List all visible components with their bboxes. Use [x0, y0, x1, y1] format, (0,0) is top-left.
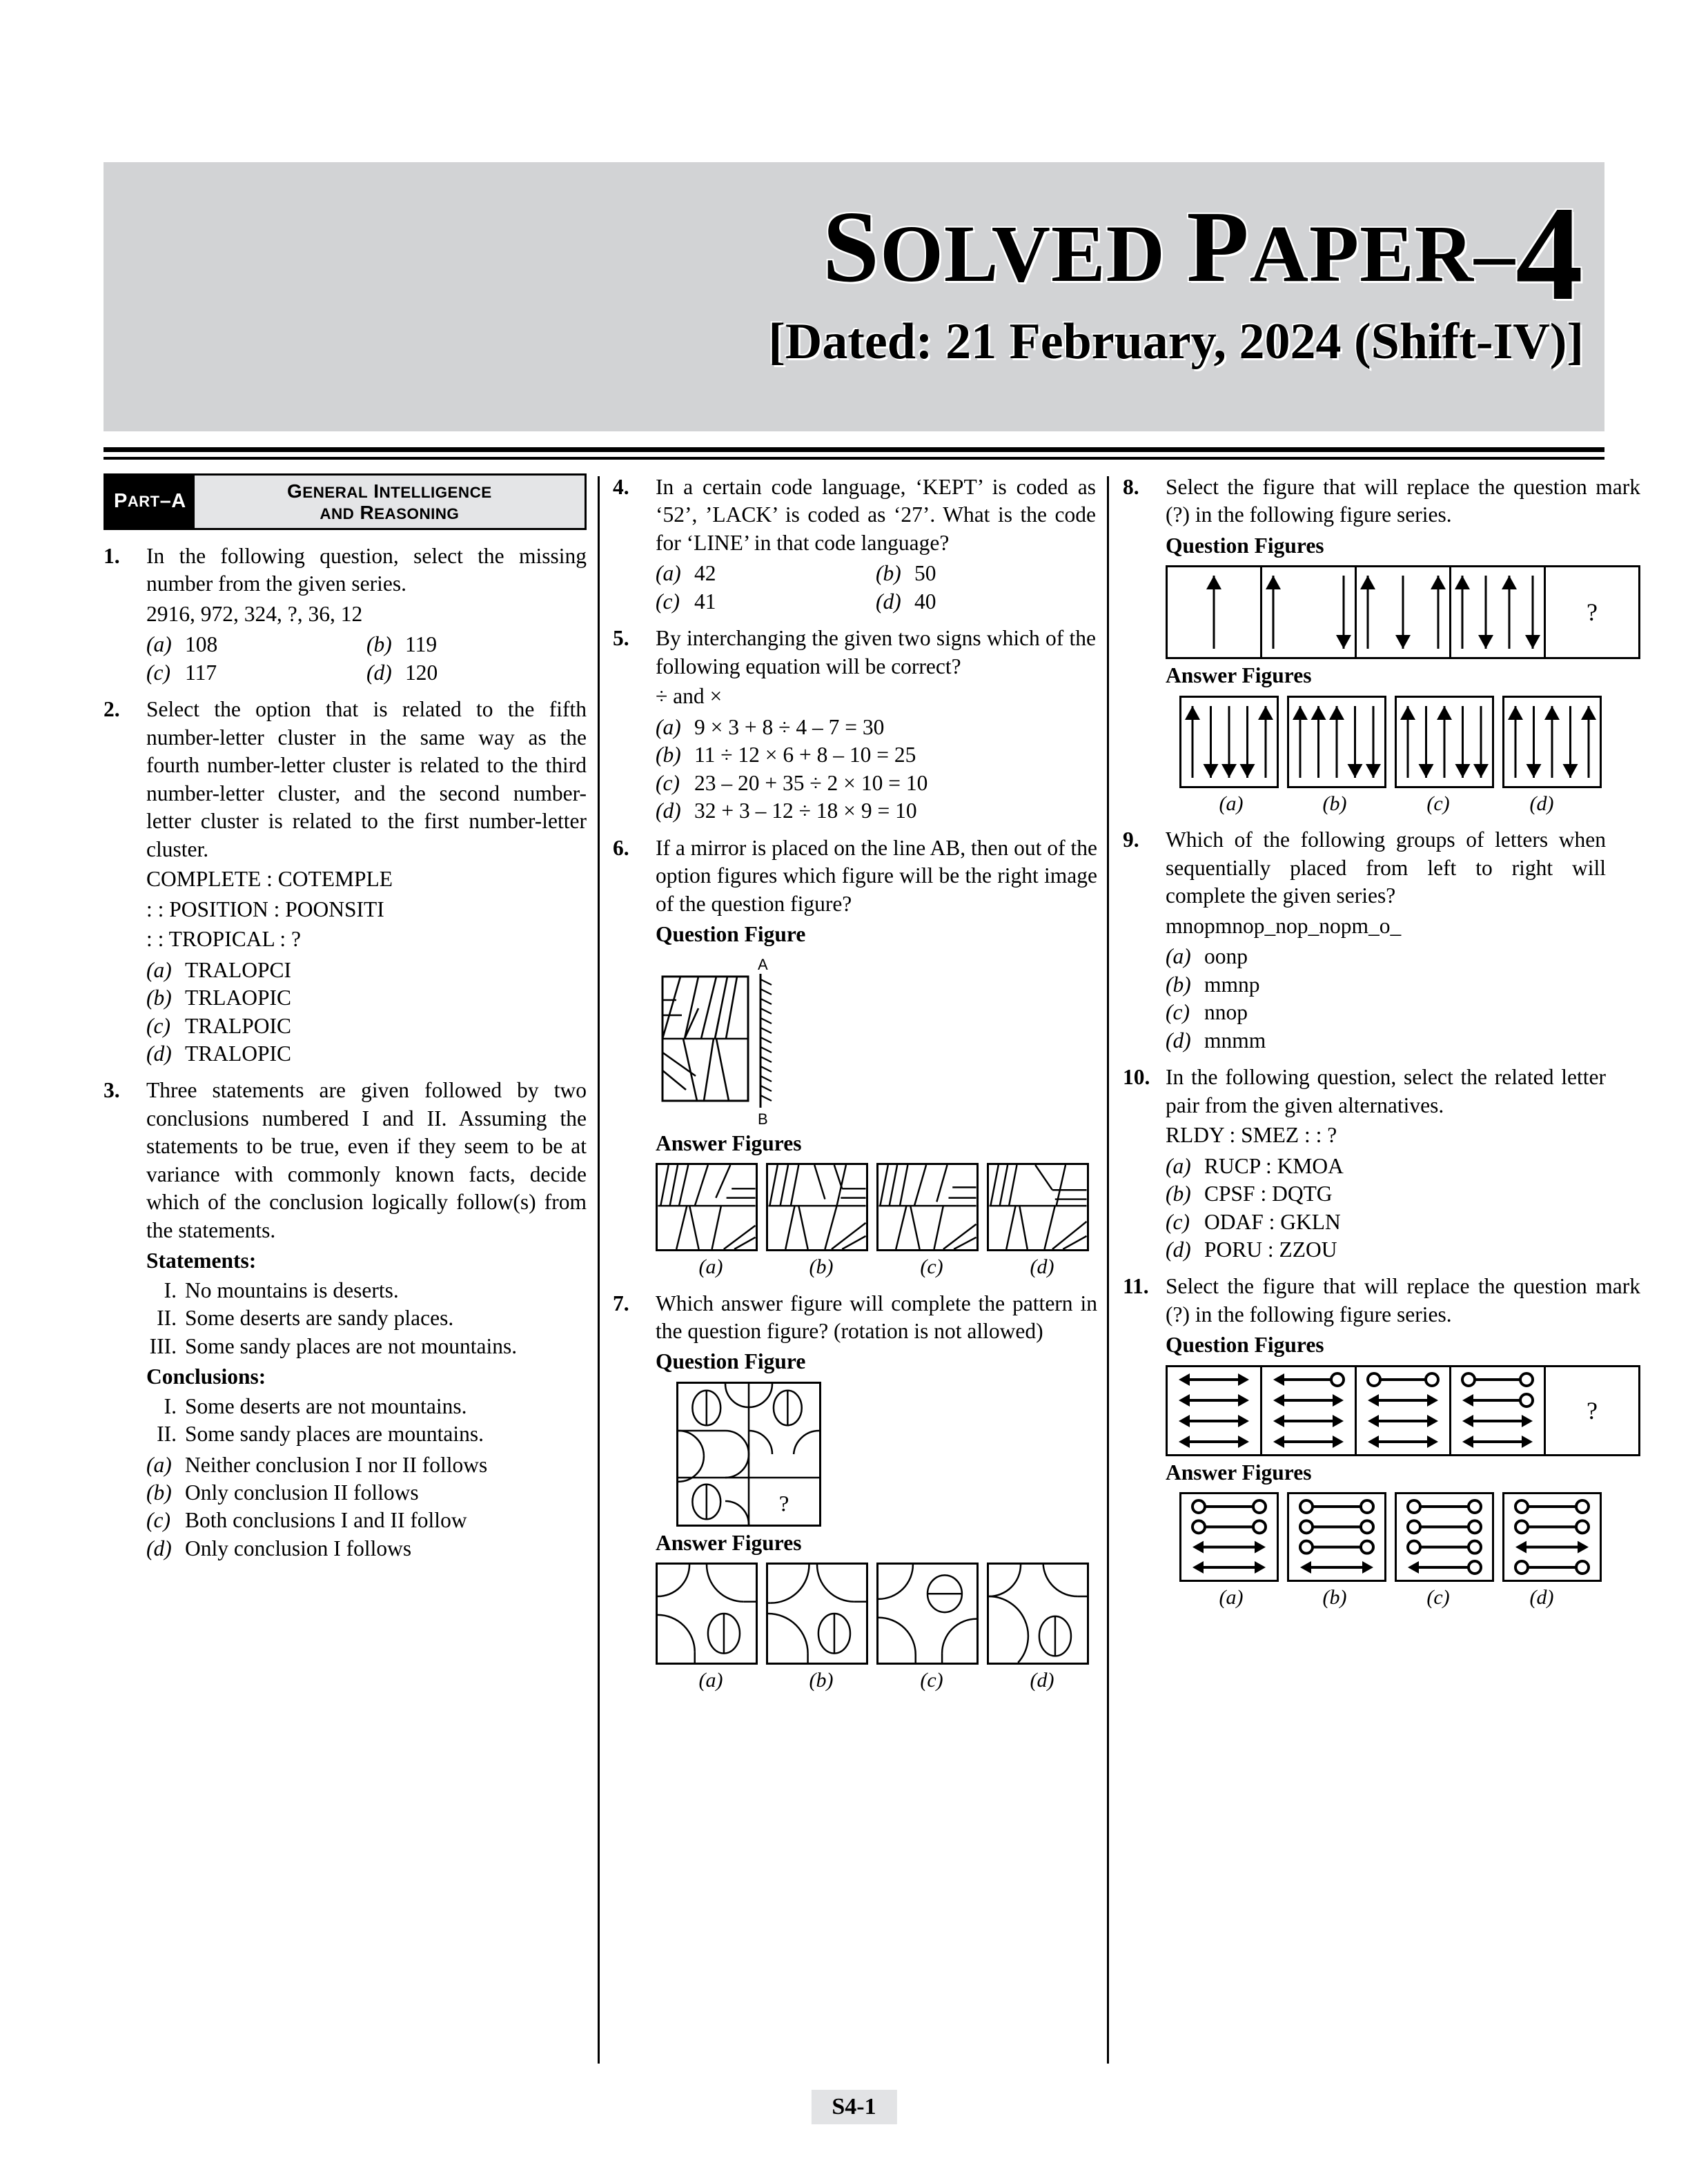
arrow-up — [1437, 706, 1452, 778]
q8-series-cell-1 — [1168, 567, 1262, 657]
q11-series-cell-1 — [1168, 1367, 1262, 1454]
arrow-down — [1525, 576, 1540, 649]
option-b[interactable]: (b) Only conclusion II follows — [146, 1480, 419, 1505]
connector-circle-circle — [1300, 1541, 1373, 1554]
q11-series-cell-5 — [1546, 1367, 1638, 1454]
q6-answer-b[interactable] — [766, 1163, 868, 1251]
arrow-up — [1293, 706, 1308, 778]
option-a[interactable]: (a) 9 × 3 + 8 ÷ 4 – 7 = 30 — [656, 714, 885, 739]
q11-series-cell-3 — [1357, 1367, 1451, 1454]
question-text: In the following question, select the missing number from the given series. — [146, 544, 587, 596]
arrow-up — [1185, 706, 1200, 778]
analogy-line-3: : : TROPICAL : ? — [146, 927, 302, 952]
column-2 — [613, 473, 1096, 1694]
q8-answer-labels: (a) (b) (c) (d) — [1219, 792, 1554, 815]
connector-both — [1179, 1436, 1249, 1448]
q7-question-mark: ? — [778, 1491, 789, 1517]
arrow-down — [1419, 706, 1434, 778]
conclusion-item: I. Some deserts are not mountains. — [164, 1393, 467, 1418]
connector-both — [1462, 1436, 1533, 1448]
header-banner — [104, 162, 1604, 431]
letter-series: mnopmnop_nop_nopm_o_ — [1166, 913, 1402, 938]
page-footer: S4-1 — [811, 2090, 896, 2124]
q11-series-figure-5[interactable] — [1546, 1367, 1638, 1454]
connector-both — [1368, 1436, 1438, 1448]
q8-series-figure-1[interactable] — [1168, 567, 1260, 657]
arrow-up — [1206, 576, 1221, 649]
arrow-down — [1473, 706, 1489, 778]
option-d[interactable]: (d) mnmm — [1166, 1028, 1266, 1052]
q11-answer-figure-b[interactable] — [1289, 1494, 1384, 1580]
options-list — [1166, 1153, 1606, 1264]
q11-answer-figure-a[interactable] — [1181, 1494, 1277, 1580]
q8-series-cell-3 — [1357, 567, 1451, 657]
question-number: 2. — [104, 697, 120, 722]
q8-series-figure-3[interactable] — [1357, 567, 1449, 657]
q7-answer-d[interactable] — [987, 1563, 1089, 1665]
question-6 — [613, 834, 1096, 1281]
question-number: 11. — [1123, 1274, 1149, 1299]
q11-answer-b[interactable] — [1287, 1492, 1386, 1582]
question-text: In the following question, select the related letter pair from the given alternatives. — [1166, 1065, 1606, 1117]
question-number: 6. — [613, 835, 629, 860]
q11-answer-labels: (a) (b) (c) (d) — [1219, 1586, 1554, 1609]
mirror-label-b: B — [758, 1110, 768, 1127]
options-list — [1166, 943, 1606, 1055]
q8-answer-d[interactable] — [1502, 696, 1602, 788]
q8-answer-figures — [1179, 696, 1640, 788]
connector-both — [1179, 1373, 1249, 1386]
q8-series-cell-5 — [1546, 567, 1638, 657]
conclusions-list — [146, 1393, 587, 1449]
arrow-down — [1366, 706, 1381, 778]
option-d[interactable]: (d) 32 + 3 – 12 ÷ 18 × 9 = 10 — [656, 799, 917, 823]
option-b[interactable]: (b) CPSF : DQTG — [1166, 1182, 1333, 1206]
q8-answer-a[interactable] — [1179, 696, 1279, 788]
arrow-down — [1348, 706, 1363, 778]
q11-answer-d[interactable] — [1502, 1492, 1602, 1582]
page-title: SOLVED PAPER–4 — [822, 179, 1584, 329]
q8-question-series — [1166, 565, 1640, 659]
q8-answer-figure-a[interactable] — [1181, 698, 1277, 786]
part-header — [104, 473, 587, 530]
options-list — [656, 714, 1096, 825]
connector-both — [1515, 1541, 1589, 1554]
signs-line: ÷ and × — [656, 684, 723, 709]
q8-series-figure-2[interactable] — [1262, 567, 1355, 657]
answer-figures-heading: Answer Figures — [1166, 1460, 1312, 1485]
question-2 — [104, 696, 587, 1068]
arrow-down — [1455, 706, 1471, 778]
question-11 — [1123, 1273, 1640, 1611]
option-c[interactable]: (c) 117 — [146, 660, 217, 685]
question-4 — [613, 473, 1096, 616]
question-1 — [104, 542, 587, 687]
q8-series-figure-4[interactable] — [1451, 567, 1544, 657]
q11-answer-figures — [1179, 1492, 1640, 1582]
question-figure-heading: Question Figure — [656, 922, 806, 947]
arrow-up — [1508, 706, 1523, 778]
question-5 — [613, 625, 1096, 825]
q11-answer-figure-d[interactable] — [1504, 1494, 1600, 1580]
question-text: If a mirror is placed on the line AB, then out of the option figures which figure will be the right image of the question figure? — [656, 835, 1097, 916]
question-number: 5. — [613, 626, 629, 651]
connector-both — [1368, 1415, 1438, 1427]
options-grid — [146, 631, 587, 687]
q6-answer-a[interactable] — [656, 1163, 758, 1251]
question-text: Which answer figure will complete the pattern in the question figure? (rotation is not allowed) — [656, 1291, 1097, 1343]
options-grid — [656, 560, 1096, 616]
arrow-up — [1455, 576, 1470, 649]
arrow-down — [1478, 576, 1493, 649]
part-tag: P ART –A — [106, 476, 195, 528]
option-a[interactable]: (a) TRALOPCI — [146, 957, 292, 982]
q11-series-cell-2 — [1262, 1367, 1357, 1454]
arrow-up — [1266, 576, 1281, 649]
q11-series-figure-1[interactable] — [1168, 1367, 1260, 1454]
statements-heading: Statements: — [146, 1248, 257, 1273]
q8-answer-figure-d[interactable] — [1504, 698, 1600, 786]
arrow-up — [1311, 706, 1326, 778]
question-3 — [104, 1077, 587, 1563]
option-b[interactable]: (b) 119 — [366, 632, 438, 657]
arrow-up — [1544, 706, 1560, 778]
connector-circle-circle — [1408, 1521, 1481, 1534]
question-text: Three statements are given followed by two conclusions numbered I and II. Assuming the statements to be true, even if they seem to be at variance with commonly known facts, decide which of the conclusion logically follow(s) from the statements. — [146, 1078, 587, 1242]
q6-question-figure — [656, 954, 1097, 1127]
statements-list — [146, 1277, 587, 1360]
column-divider-1 — [598, 476, 600, 2064]
arrow-down — [1527, 706, 1542, 778]
question-text: Which of the following groups of letters when sequentially placed from left to right will complete the given series? — [1166, 828, 1606, 908]
question-number: 8. — [1123, 475, 1139, 499]
connector-circle-circle — [1192, 1521, 1266, 1534]
option-d[interactable]: (d) Only conclusion I follows — [146, 1536, 412, 1560]
connector-both — [1192, 1541, 1266, 1554]
question-mark: ? — [1587, 1396, 1598, 1424]
option-b[interactable]: (b) 11 ÷ 12 × 6 + 8 – 10 = 25 — [656, 743, 916, 767]
arrow-down — [1395, 576, 1411, 649]
connector-both — [1273, 1394, 1344, 1407]
question-number: 10. — [1123, 1065, 1150, 1090]
question-figure-heading: Question Figure — [656, 1349, 806, 1374]
option-c[interactable]: (c) ODAF : GKLN — [1166, 1209, 1341, 1234]
connector-circle-circle — [1192, 1500, 1266, 1513]
analogy-line-1: COMPLETE : COTEMPLE — [146, 867, 393, 892]
question-mark: ? — [1587, 598, 1598, 627]
connector-both — [1192, 1561, 1266, 1574]
page-subtitle: [Dated: 21 February, 2024 (Shift-IV)] — [768, 313, 1584, 370]
q8-answer-c[interactable] — [1395, 696, 1494, 788]
statement-item: II. Some deserts are sandy places. — [157, 1306, 454, 1331]
column-1 — [104, 473, 587, 1563]
option-a[interactable]: (a) oonp — [1166, 944, 1248, 969]
q6-answer-d[interactable] — [987, 1163, 1089, 1251]
q7-question-figure — [656, 1382, 1097, 1527]
arrow-down — [1336, 576, 1351, 649]
connector-left-circle — [1462, 1394, 1533, 1407]
column-divider-2 — [1107, 476, 1109, 2064]
statement-item: I. No mountains is deserts. — [164, 1277, 399, 1302]
connector-circle-circle — [1515, 1521, 1589, 1534]
connector-left-circle — [1408, 1561, 1481, 1574]
arrow-down — [1221, 706, 1237, 778]
arrow-up — [1360, 576, 1375, 649]
connector-both — [1462, 1415, 1533, 1427]
question-8 — [1123, 473, 1640, 817]
arrow-up — [1258, 706, 1273, 778]
arrow-up — [1329, 706, 1344, 778]
option-a[interactable]: (a) 42 — [656, 561, 716, 586]
answer-figures-heading: Answer Figures — [1166, 663, 1312, 688]
q11-answer-figure-c[interactable] — [1397, 1494, 1492, 1580]
option-c[interactable]: (c) 41 — [656, 589, 716, 614]
q11-series-cell-4 — [1451, 1367, 1546, 1454]
q8-series-cell-2 — [1262, 567, 1357, 657]
header-rule-top — [104, 447, 1604, 452]
question-text: By interchanging the given two signs which of the following equation will be correct? — [656, 626, 1096, 678]
q6-answer-c[interactable] — [876, 1163, 979, 1251]
q11-series-figure-2[interactable] — [1262, 1367, 1355, 1454]
question-10 — [1123, 1064, 1606, 1264]
connector-circle-circle — [1515, 1561, 1589, 1574]
arrow-up — [1400, 706, 1415, 778]
q7-answer-labels: (a) (b) (c) (d) — [698, 1669, 1054, 1692]
q6-answer-labels: (a) (b) (c) (d) — [698, 1255, 1054, 1278]
question-7 — [613, 1290, 1096, 1694]
q11-answer-a[interactable] — [1179, 1492, 1279, 1582]
answer-figures-heading: Answer Figures — [656, 1130, 802, 1155]
connector-both — [1300, 1561, 1373, 1574]
letter-pair: RLDY : SMEZ : : ? — [1166, 1123, 1337, 1148]
q11-series-figure-4[interactable] — [1451, 1367, 1544, 1454]
header-rule-bottom — [104, 457, 1604, 460]
question-9 — [1123, 826, 1606, 1055]
question-figures-heading: Question Figures — [1166, 1333, 1324, 1358]
options-list — [146, 957, 587, 1068]
conclusion-item: II. Some sandy places are mountains. — [157, 1422, 484, 1447]
arrow-down — [1204, 706, 1219, 778]
option-a[interactable]: (a) RUCP : KMOA — [1166, 1153, 1344, 1178]
question-text: Select the figure that will replace the question mark (?) in the following figure series. — [1166, 1274, 1640, 1326]
q7-answer-a[interactable] — [656, 1563, 758, 1665]
question-text: In a certain code language, ‘KEPT’ is coded as ‘52’, ’LACK’ is coded as ‘27’. What is the code for ‘LINE’ in that code language? — [656, 475, 1096, 555]
analogy-line-2: : : POSITION : POONSITI — [146, 897, 384, 921]
connector-circle-circle — [1408, 1500, 1481, 1513]
conclusions-heading: Conclusions: — [146, 1364, 266, 1389]
q11-answer-c[interactable] — [1395, 1492, 1494, 1582]
q6-answer-figures — [656, 1163, 1097, 1251]
connector-both — [1179, 1394, 1249, 1407]
question-figures-heading: Question Figures — [1166, 533, 1324, 558]
question-number: 1. — [104, 544, 120, 568]
q7-answer-b[interactable] — [766, 1563, 868, 1665]
question-number: 4. — [613, 475, 629, 499]
option-c[interactable]: (c) nnop — [1166, 1000, 1248, 1025]
connector-circle-circle — [1300, 1521, 1373, 1534]
connector-both — [1179, 1415, 1249, 1427]
statement-item: III. Some sandy places are not mountains. — [149, 1333, 518, 1358]
answer-figures-heading: Answer Figures — [656, 1530, 802, 1555]
option-b[interactable]: (b) 50 — [876, 561, 936, 586]
q8-answer-figure-c[interactable] — [1397, 698, 1492, 786]
q8-series-cell-4 — [1451, 567, 1546, 657]
question-number: 9. — [1123, 828, 1139, 852]
q8-answer-figure-b[interactable] — [1289, 698, 1384, 786]
connector-circle-circle — [1462, 1373, 1533, 1386]
arrow-up — [1581, 706, 1596, 778]
option-d[interactable]: (d) 120 — [366, 660, 438, 685]
option-a[interactable]: (a) 108 — [146, 632, 218, 657]
options-list — [146, 1451, 587, 1563]
connector-both — [1368, 1394, 1438, 1407]
arrow-up — [1502, 576, 1517, 649]
option-c[interactable]: (c) 23 – 20 + 35 ÷ 2 × 10 = 10 — [656, 770, 928, 795]
option-a[interactable]: (a) Neither conclusion I nor II follows — [146, 1452, 488, 1477]
connector-circle-circle — [1408, 1541, 1481, 1554]
option-c[interactable]: (c) Both conclusions I and II follow — [146, 1508, 467, 1533]
option-b[interactable]: (b) TRLAOPIC — [146, 986, 292, 1010]
connector-left-circle — [1273, 1373, 1344, 1386]
q11-question-series — [1166, 1365, 1640, 1456]
arrow-down — [1563, 706, 1578, 778]
connector-circle-circle — [1368, 1373, 1438, 1386]
question-number: 3. — [104, 1078, 120, 1103]
q8-series-figure-5[interactable] — [1546, 567, 1638, 657]
option-c[interactable]: (c) TRALPOIC — [146, 1013, 292, 1038]
arrow-up — [1431, 576, 1446, 649]
connector-both — [1273, 1415, 1344, 1427]
mirror-label-a: A — [758, 955, 768, 973]
q11-series-figure-3[interactable] — [1357, 1367, 1449, 1454]
option-b[interactable]: (b) mmnp — [1166, 972, 1260, 997]
part-title: GENERAL INTELLIGENCE AND REASONING — [195, 476, 585, 528]
arrow-down — [1240, 706, 1255, 778]
number-series: 2916, 972, 324, ?, 36, 12 — [146, 601, 363, 626]
option-d[interactable]: (d) 40 — [876, 589, 936, 614]
question-number: 7. — [613, 1291, 629, 1315]
column-3 — [1123, 473, 1640, 1612]
option-d[interactable]: (d) PORU : ZZOU — [1166, 1237, 1337, 1262]
question-text: Select the option that is related to the fifth number-letter cluster in the same way as the fourth number-letter cluster is related to the third number-letter cluster, and the second number-letter cluster is related to the first number-letter cluster. — [146, 697, 587, 861]
option-d[interactable]: (d) TRALOPIC — [146, 1041, 292, 1066]
q7-answer-c[interactable] — [876, 1563, 979, 1665]
connector-both — [1273, 1436, 1344, 1448]
q8-answer-b[interactable] — [1287, 696, 1386, 788]
question-text: Select the figure that will replace the question mark (?) in the following figure series. — [1166, 475, 1640, 527]
q7-answer-figures — [656, 1563, 1097, 1665]
connector-circle-circle — [1300, 1500, 1373, 1513]
connector-circle-circle — [1515, 1500, 1589, 1513]
